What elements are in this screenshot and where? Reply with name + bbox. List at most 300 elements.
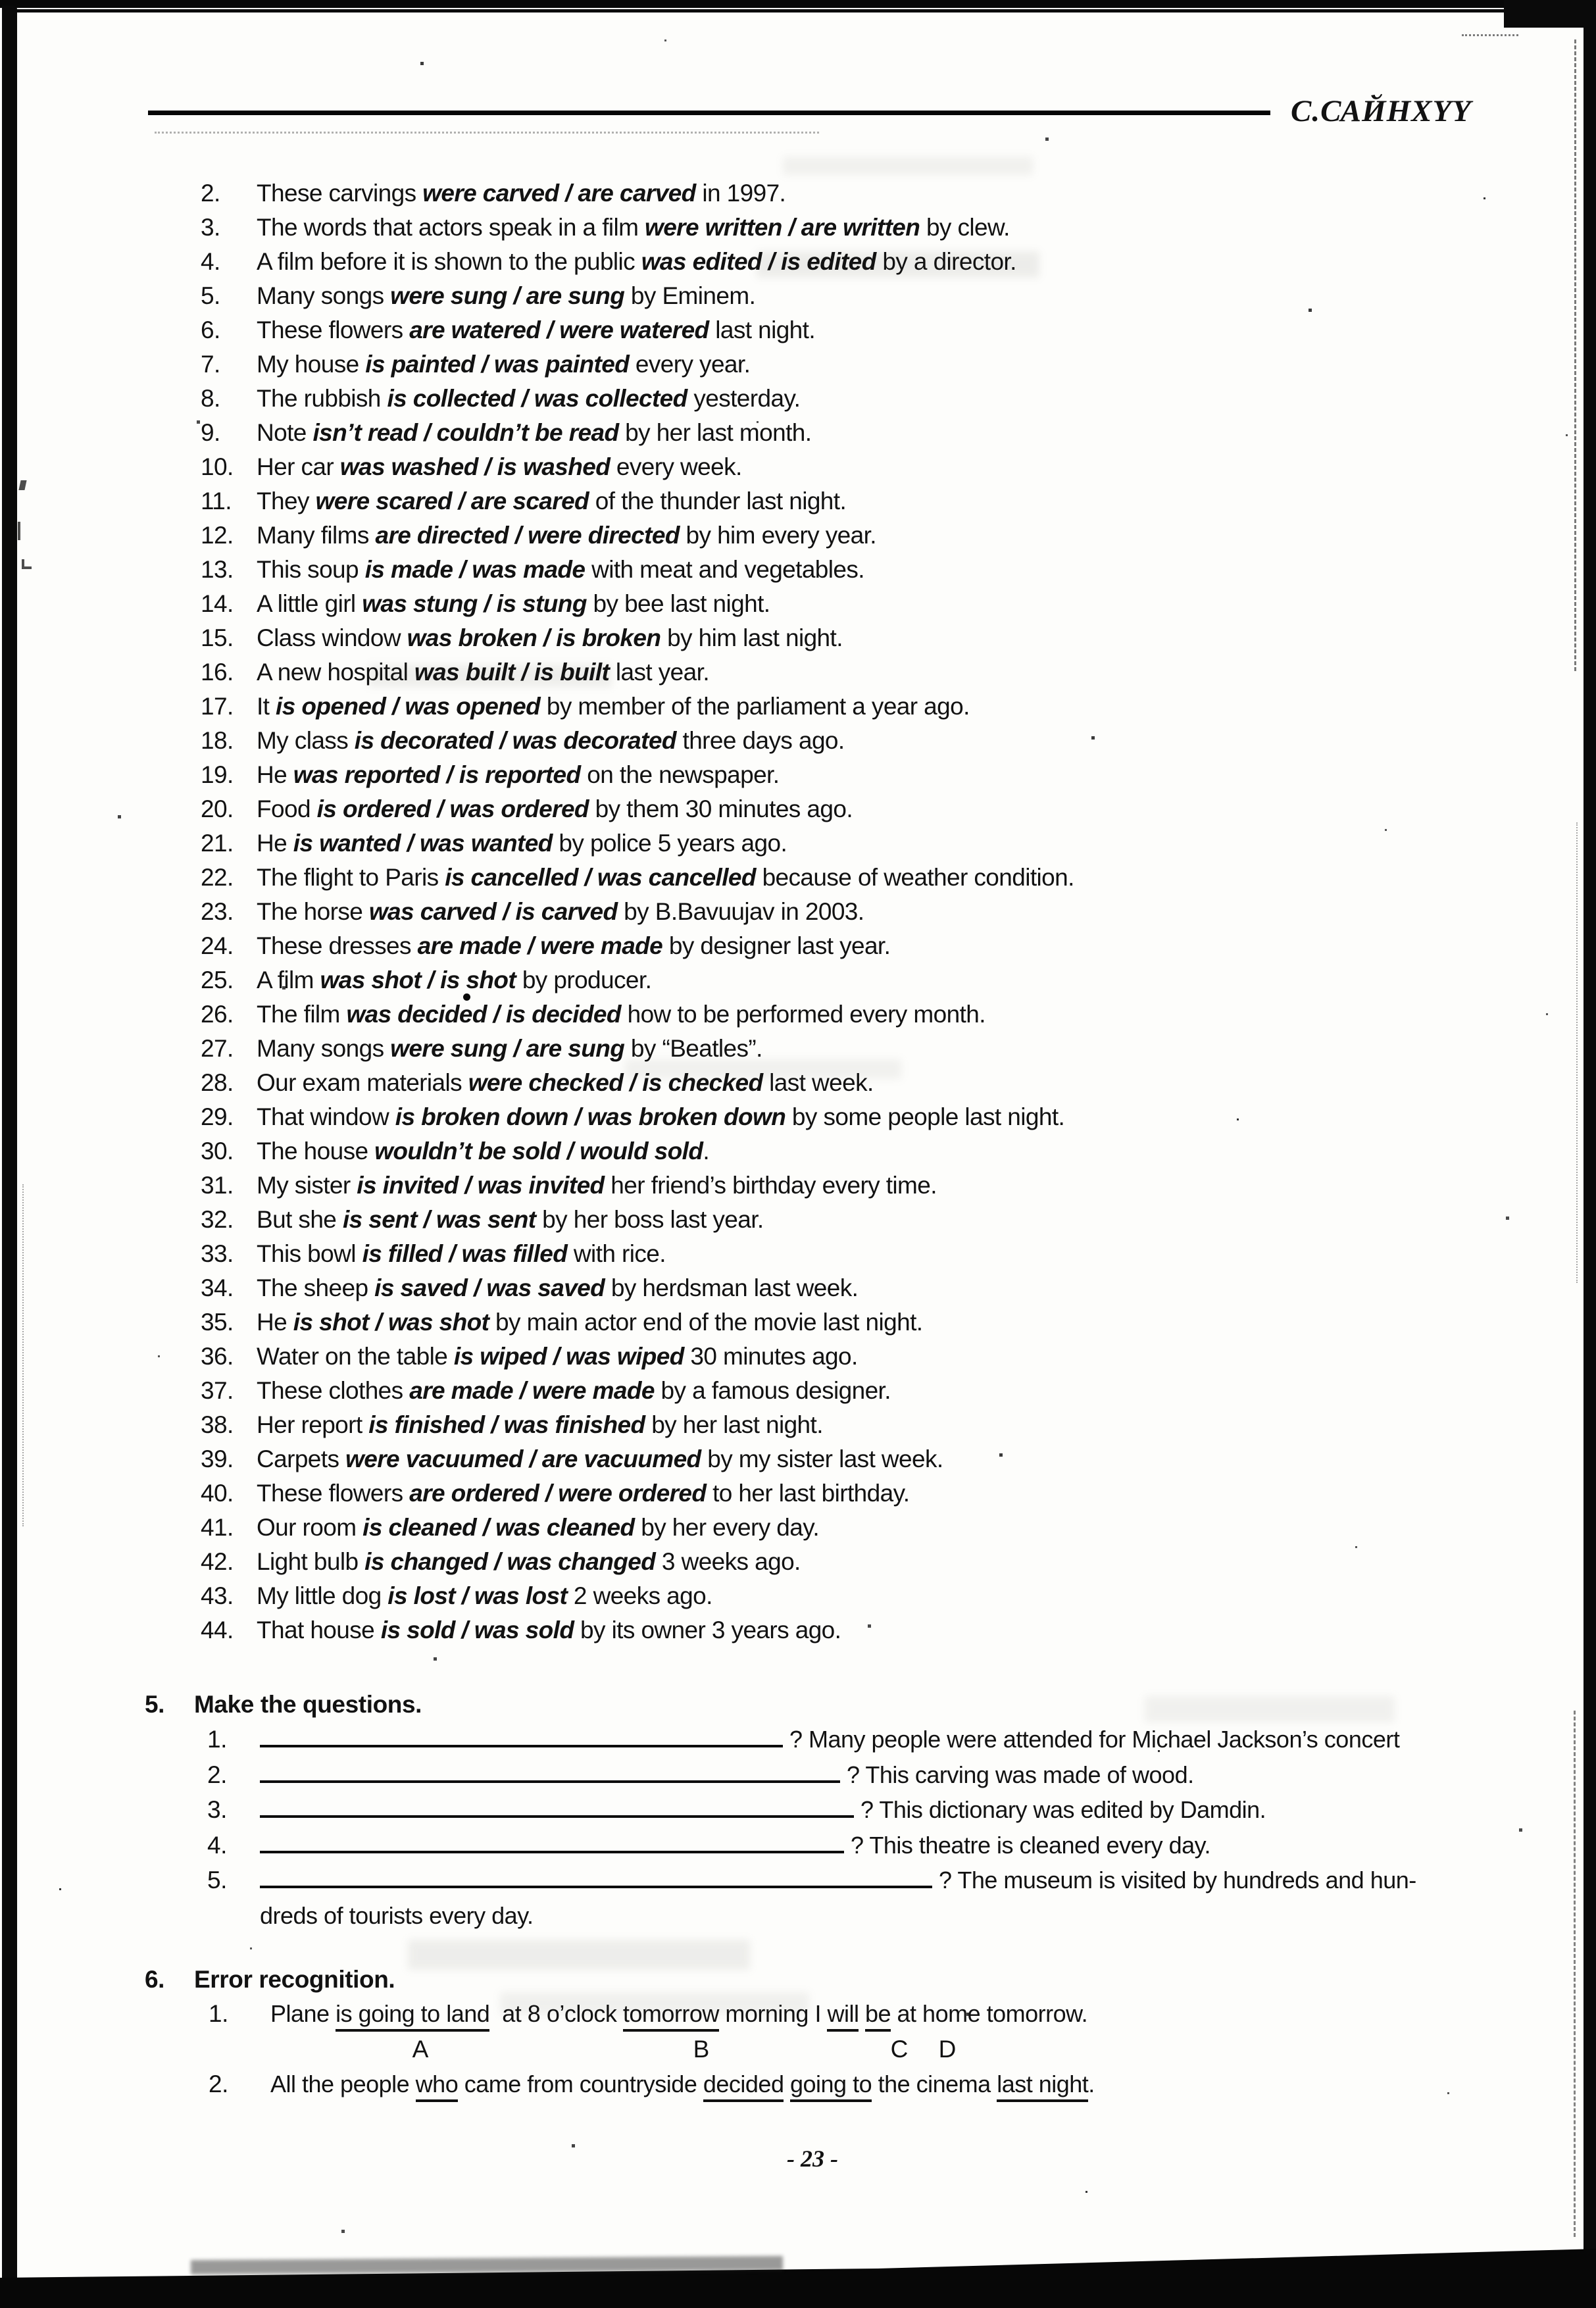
underlined-segment: is going to land bbox=[336, 2000, 489, 2032]
sentence-end: by police 5 years ago. bbox=[552, 830, 787, 857]
item-text bbox=[257, 1203, 764, 1237]
choice-pair: was reported / is reported bbox=[293, 761, 581, 788]
list-item bbox=[0, 176, 1596, 211]
sentence-end: on the newspaper. bbox=[580, 761, 780, 788]
plain-segment bbox=[784, 2070, 790, 2097]
item-number: 24. bbox=[201, 932, 234, 959]
item-text bbox=[257, 1340, 858, 1374]
sentence-end: by Eminem. bbox=[624, 282, 756, 309]
choice-pair: was stung / is stung bbox=[362, 590, 587, 617]
list-item bbox=[0, 690, 1596, 724]
choice-pair: is sent / was sent bbox=[342, 1206, 536, 1233]
continuation-text: dreds of tourists every day. bbox=[260, 1901, 534, 1929]
sentence-start: My class bbox=[257, 727, 355, 754]
item-number: 13. bbox=[201, 556, 234, 583]
sentence-end: . bbox=[703, 1138, 710, 1165]
sentence-end: last week. bbox=[762, 1069, 874, 1096]
answer-text: ? This theatre is cleaned every day. bbox=[851, 1831, 1210, 1859]
question-row bbox=[0, 1792, 1596, 1828]
item-text bbox=[257, 416, 811, 450]
answer-blank-line bbox=[260, 1758, 840, 1783]
question-row bbox=[0, 1757, 1596, 1793]
sentence-start: They bbox=[257, 488, 316, 514]
answer-continuation bbox=[0, 1898, 1596, 1934]
item-text bbox=[257, 861, 1074, 895]
sentence-start: This bowl bbox=[257, 1240, 362, 1267]
item-number: 4. bbox=[201, 248, 220, 275]
choice-pair: is finished / was finished bbox=[368, 1411, 645, 1438]
item-text bbox=[257, 1134, 709, 1168]
sentence-start: Note bbox=[257, 419, 313, 446]
sentence-end: by them 30 minutes ago. bbox=[588, 795, 853, 822]
item-text bbox=[257, 690, 970, 724]
option-label: B bbox=[693, 2036, 710, 2063]
list-item bbox=[0, 1579, 1596, 1613]
sentence-start: He bbox=[257, 830, 293, 857]
item-number: 22. bbox=[201, 864, 234, 891]
list-item bbox=[0, 1545, 1596, 1579]
item-number: 37. bbox=[201, 1377, 234, 1404]
list-item bbox=[0, 929, 1596, 963]
sentence-end: last night. bbox=[709, 316, 816, 343]
list-item bbox=[0, 997, 1596, 1032]
list-item bbox=[0, 484, 1596, 518]
sentence-end: by him every year. bbox=[679, 522, 876, 549]
sentence-start: A film before it is shown to the public bbox=[257, 248, 641, 275]
list-item bbox=[0, 724, 1596, 758]
sentence-start: My sister bbox=[257, 1172, 357, 1199]
answer-text: ? This dictionary was edited by Damdin. bbox=[860, 1796, 1266, 1823]
underlined-segment: tomorrow bbox=[623, 2000, 719, 2032]
underlined-segment: going to bbox=[790, 2070, 872, 2102]
item-number: 2. bbox=[209, 2070, 228, 2097]
sentence-end: by her boss last year. bbox=[536, 1206, 764, 1233]
sentence-start: Water on the table bbox=[257, 1343, 454, 1370]
item-number: 18. bbox=[201, 727, 234, 754]
scan-speckle bbox=[0, 0, 2, 2]
choice-pair: is lost / was lost bbox=[387, 1582, 568, 1609]
item-number: 31. bbox=[201, 1172, 234, 1199]
item-text bbox=[257, 1613, 841, 1647]
choice-pair: is painted / was painted bbox=[365, 351, 630, 378]
list-item bbox=[0, 245, 1596, 279]
list-item bbox=[0, 1340, 1596, 1374]
sentence-start: Her report bbox=[257, 1411, 369, 1438]
list-item bbox=[0, 1100, 1596, 1134]
choice-pair: is made / was made bbox=[364, 556, 586, 583]
item-number: 23. bbox=[201, 898, 234, 925]
choice-pair: is wanted / was wanted bbox=[293, 830, 553, 857]
sentence-start: My little dog bbox=[257, 1582, 388, 1609]
item-number: 10. bbox=[201, 453, 234, 480]
sentence-end: by “Beatles”. bbox=[624, 1035, 762, 1062]
list-item bbox=[0, 450, 1596, 484]
item-text bbox=[257, 724, 845, 758]
item-number: 17. bbox=[201, 693, 234, 720]
list-item bbox=[0, 1271, 1596, 1305]
item-text bbox=[257, 1374, 891, 1408]
scan-edge-top-line bbox=[8, 9, 1596, 13]
sentence-end: in 1997. bbox=[695, 180, 786, 207]
choice-pair: are ordered / were ordered bbox=[409, 1480, 707, 1507]
question-row bbox=[0, 1863, 1596, 1898]
option-label-row bbox=[0, 2031, 1596, 2067]
sentence-start: Her car bbox=[257, 453, 340, 480]
plain-segment: Plane bbox=[270, 2000, 336, 2027]
sentence-start: Many films bbox=[257, 522, 376, 549]
item-number: 8. bbox=[201, 385, 220, 412]
item-text bbox=[257, 1511, 819, 1545]
sentence-end: by main actor end of the movie last night. bbox=[489, 1309, 923, 1336]
item-number: 39. bbox=[201, 1445, 234, 1472]
list-item bbox=[0, 1237, 1596, 1271]
item-text bbox=[257, 518, 876, 553]
choice-pair: are watered / were watered bbox=[409, 316, 709, 343]
sentence-end: by clew. bbox=[920, 214, 1010, 241]
item-text bbox=[257, 997, 985, 1032]
item-number: 32. bbox=[201, 1206, 234, 1233]
sentence-end: with meat and vegetables. bbox=[585, 556, 864, 583]
item-text bbox=[257, 347, 750, 382]
sentence-start: Carpets bbox=[257, 1445, 346, 1472]
answer-blank-line bbox=[260, 1863, 932, 1888]
underlined-segment: who bbox=[416, 2070, 459, 2102]
choice-pair: is saved / was saved bbox=[374, 1274, 605, 1301]
sentence-end: how to be performed every month. bbox=[620, 1001, 985, 1028]
choice-pair: was decided / is decided bbox=[346, 1001, 621, 1028]
item-text bbox=[257, 655, 709, 690]
sentence-end: 2 weeks ago. bbox=[567, 1582, 712, 1609]
item-number: 34. bbox=[201, 1274, 234, 1301]
sentence-start: My house bbox=[257, 351, 366, 378]
item-text bbox=[257, 1100, 1064, 1134]
sentence-start: These dresses bbox=[257, 932, 418, 959]
list-item bbox=[0, 621, 1596, 655]
option-label: D bbox=[938, 2036, 957, 2063]
exercise5-section bbox=[0, 1688, 1596, 1933]
sentence-start: That house bbox=[257, 1617, 381, 1643]
sentence-end: 3 weeks ago. bbox=[655, 1548, 801, 1575]
choice-pair: is collected / was collected bbox=[387, 385, 687, 412]
author-name: С.САЙНХҮҮ bbox=[1291, 94, 1472, 128]
item-number: 5. bbox=[207, 1867, 227, 1894]
list-item bbox=[0, 416, 1596, 450]
error-sentence bbox=[0, 1997, 1596, 2031]
item-text bbox=[257, 826, 787, 861]
sentence-start: A little girl bbox=[257, 590, 362, 617]
list-item bbox=[0, 1408, 1596, 1442]
list-item bbox=[0, 347, 1596, 382]
answer-blank-line bbox=[260, 1828, 844, 1853]
item-text bbox=[257, 1442, 943, 1476]
sentence-start: Food bbox=[257, 795, 317, 822]
choice-pair: were vacuumed / are vacuumed bbox=[345, 1445, 701, 1472]
item-number: 42. bbox=[201, 1548, 234, 1575]
list-item bbox=[0, 792, 1596, 826]
item-number: 1. bbox=[209, 2000, 228, 2027]
item-number: 44. bbox=[201, 1617, 234, 1643]
choice-pair: is invited / was invited bbox=[357, 1172, 605, 1199]
scan-corner-mark bbox=[1504, 0, 1596, 28]
list-item bbox=[0, 1511, 1596, 1545]
choice-pair: were carved / are carved bbox=[422, 180, 696, 207]
item-text bbox=[257, 587, 770, 621]
plain-segment bbox=[859, 2000, 865, 2027]
error-sentence bbox=[0, 2067, 1596, 2101]
item-number: 4. bbox=[207, 1831, 227, 1859]
sentence-end: by producer. bbox=[516, 966, 652, 993]
sentence-start: But she bbox=[257, 1206, 343, 1233]
sentence-start: The rubbish bbox=[257, 385, 387, 412]
choice-pair: was edited / is edited bbox=[641, 248, 876, 275]
page-number: - 23 - bbox=[787, 2145, 838, 2172]
item-number: 25. bbox=[201, 966, 234, 993]
sentence-start: He bbox=[257, 1309, 293, 1336]
item-number: 41. bbox=[201, 1514, 234, 1541]
question-row bbox=[0, 1828, 1596, 1863]
sentence-end: by a director. bbox=[876, 248, 1016, 275]
item-text bbox=[257, 279, 755, 313]
item-number: 20. bbox=[201, 795, 234, 822]
section-number: 5. bbox=[145, 1691, 165, 1718]
item-text bbox=[257, 1271, 858, 1305]
sentence-end: last year. bbox=[609, 659, 710, 686]
item-number: 9. bbox=[201, 419, 220, 446]
item-text bbox=[257, 450, 742, 484]
sentence-end: by herdsman last week. bbox=[605, 1274, 859, 1301]
item-number: 43. bbox=[201, 1582, 234, 1609]
section-title: Error recognition. bbox=[194, 1966, 395, 1993]
sentence-start: That window bbox=[257, 1103, 395, 1130]
item-text bbox=[257, 553, 864, 587]
item-text bbox=[257, 1066, 874, 1100]
sentence-start: The horse bbox=[257, 898, 369, 925]
choice-pair: is cancelled / was cancelled bbox=[445, 864, 756, 891]
sentence-end: 30 minutes ago. bbox=[684, 1343, 858, 1370]
answer-text: ? The museum is visited by hundreds and hun- bbox=[939, 1867, 1416, 1894]
list-item bbox=[0, 382, 1596, 416]
choice-pair: was built / is built bbox=[414, 659, 610, 686]
sentence-start: These flowers bbox=[257, 1480, 410, 1507]
item-text bbox=[257, 621, 843, 655]
item-number: 28. bbox=[201, 1069, 234, 1096]
list-item bbox=[0, 1442, 1596, 1476]
sentence-end: by bee last night. bbox=[586, 590, 770, 617]
item-number: 26. bbox=[201, 1001, 234, 1028]
sentence-end: with rice. bbox=[567, 1240, 666, 1267]
option-label: A bbox=[412, 2036, 429, 2063]
item-number: 2. bbox=[207, 1761, 227, 1788]
sentence-end: by her last night. bbox=[645, 1411, 823, 1438]
item-text bbox=[257, 792, 853, 826]
list-item bbox=[0, 826, 1596, 861]
sentence-start: These flowers bbox=[257, 316, 410, 343]
sentence-end: of the thunder last night. bbox=[589, 488, 847, 514]
sentence-start: Our room bbox=[257, 1514, 363, 1541]
underlined-segment: will bbox=[827, 2000, 859, 2032]
item-number: 40. bbox=[201, 1480, 234, 1507]
section5-heading bbox=[0, 1688, 1596, 1722]
sentence-start: It bbox=[257, 693, 276, 720]
choice-pair: were written / are written bbox=[645, 214, 920, 241]
sentence-end: by designer last year. bbox=[662, 932, 891, 959]
item-number: 29. bbox=[201, 1103, 234, 1130]
choice-pair: are made / were made bbox=[409, 1377, 655, 1404]
choice-pair: is broken down / was broken down bbox=[395, 1103, 786, 1130]
sentence-end: because of weather condition. bbox=[755, 864, 1074, 891]
choice-pair: were checked / is checked bbox=[468, 1069, 763, 1096]
list-item bbox=[0, 1305, 1596, 1340]
list-item bbox=[0, 553, 1596, 587]
choice-pair: are directed / were directed bbox=[375, 522, 680, 549]
item-number: 21. bbox=[201, 830, 234, 857]
list-item bbox=[0, 1374, 1596, 1408]
list-item bbox=[0, 1134, 1596, 1168]
sentence-start: The words that actors speak in a film bbox=[257, 214, 645, 241]
list-item bbox=[0, 1168, 1596, 1203]
sentence-start: These carvings bbox=[257, 180, 423, 207]
sentence-start: This soup bbox=[257, 556, 365, 583]
list-item bbox=[0, 1476, 1596, 1511]
item-number: 3. bbox=[207, 1796, 227, 1823]
item-text bbox=[257, 211, 1010, 245]
plain-segment: . bbox=[1088, 2070, 1095, 2097]
sentence-start: Our exam materials bbox=[257, 1069, 468, 1096]
sentence-end: by her every day. bbox=[634, 1514, 820, 1541]
item-text bbox=[257, 963, 651, 997]
sentence-end: three days ago. bbox=[676, 727, 845, 754]
choice-pair: is changed / was changed bbox=[364, 1548, 656, 1575]
sentence-end: to her last birthday. bbox=[706, 1480, 910, 1507]
sentence-start: Light bulb bbox=[257, 1548, 365, 1575]
sentence-start: The film bbox=[257, 1001, 347, 1028]
sentence-start: Many songs bbox=[257, 282, 391, 309]
question-row bbox=[0, 1722, 1596, 1757]
list-item bbox=[0, 518, 1596, 553]
sentence-start: The sheep bbox=[257, 1274, 375, 1301]
answer-text: ? Many people were attended for Michael Jackson’s concert bbox=[789, 1726, 1400, 1753]
scan-artifact bbox=[1462, 34, 1518, 36]
item-number: 7. bbox=[201, 351, 220, 378]
item-number: 19. bbox=[201, 761, 234, 788]
sentence-end: every week. bbox=[610, 453, 742, 480]
choice-pair: is shot / was shot bbox=[293, 1309, 489, 1336]
sentence-end: by her last month. bbox=[618, 419, 812, 446]
item-number: 16. bbox=[201, 659, 234, 686]
item-text bbox=[257, 929, 890, 963]
item-text bbox=[257, 1032, 762, 1066]
item-text bbox=[257, 1408, 823, 1442]
item-number: 27. bbox=[201, 1035, 234, 1062]
item-number: 33. bbox=[201, 1240, 234, 1267]
choice-pair: is cleaned / was cleaned bbox=[362, 1514, 635, 1541]
plain-segment: All the people bbox=[270, 2070, 416, 2097]
list-item bbox=[0, 758, 1596, 792]
list-item bbox=[0, 1066, 1596, 1100]
sentence-start: The flight to Paris bbox=[257, 864, 445, 891]
item-text bbox=[257, 313, 815, 347]
choice-pair: is filled / was filled bbox=[362, 1240, 568, 1267]
item-number: 2. bbox=[201, 180, 220, 207]
choice-pair: were sung / are sung bbox=[390, 1035, 625, 1062]
list-item bbox=[0, 587, 1596, 621]
plain-segment: came from countryside bbox=[458, 2070, 703, 2097]
sentence-start: He bbox=[257, 761, 293, 788]
sentence-end: by its owner 3 years ago. bbox=[574, 1617, 841, 1643]
option-label: C bbox=[890, 2036, 909, 2063]
answer-blank-line bbox=[260, 1793, 854, 1818]
header-rule bbox=[148, 111, 1270, 115]
choice-pair: were scared / are scared bbox=[315, 488, 589, 514]
sentence-start: The house bbox=[257, 1138, 375, 1165]
choice-pair: is ordered / was ordered bbox=[316, 795, 589, 822]
scan-smudge bbox=[783, 157, 1033, 175]
underlined-segment: last night bbox=[997, 2070, 1088, 2102]
item-text bbox=[257, 895, 864, 929]
sentence-end: by member of the parliament a year ago. bbox=[540, 693, 970, 720]
item-number: 38. bbox=[201, 1411, 234, 1438]
sentence-end: yesterday. bbox=[687, 385, 801, 412]
item-number: 1. bbox=[207, 1726, 227, 1753]
plain-segment: at home tomorrow. bbox=[891, 2000, 1088, 2027]
item-number: 5. bbox=[201, 282, 220, 309]
underlined-segment: be bbox=[865, 2000, 891, 2032]
item-number: 12. bbox=[201, 522, 234, 549]
list-item bbox=[0, 895, 1596, 929]
sentence-end: by him last night. bbox=[661, 624, 843, 651]
scan-edge-top bbox=[0, 0, 1596, 8]
item-number: 3. bbox=[201, 214, 220, 241]
section-title: Make the questions. bbox=[194, 1691, 422, 1718]
list-item bbox=[0, 655, 1596, 690]
choice-pair: were sung / are sung bbox=[390, 282, 625, 309]
item-text bbox=[257, 1545, 801, 1579]
underlined-segment: decided bbox=[703, 2070, 784, 2102]
exercise6-section bbox=[0, 1963, 1596, 2101]
section-number: 6. bbox=[145, 1966, 165, 1993]
item-number: 36. bbox=[201, 1343, 234, 1370]
sentence-end: by B.Bavuujav in 2003. bbox=[617, 898, 864, 925]
list-item bbox=[0, 1032, 1596, 1066]
list-item bbox=[0, 963, 1596, 997]
answer-blank-line bbox=[260, 1722, 783, 1747]
item-number: 35. bbox=[201, 1309, 234, 1336]
item-number: 11. bbox=[201, 488, 232, 514]
list-item bbox=[0, 211, 1596, 245]
list-item bbox=[0, 313, 1596, 347]
item-text bbox=[257, 1237, 666, 1271]
item-text bbox=[257, 1305, 922, 1340]
item-number: 15. bbox=[201, 624, 234, 651]
item-text bbox=[257, 245, 1016, 279]
exercise4-list bbox=[0, 176, 1596, 1647]
choice-pair: is opened / was opened bbox=[276, 693, 541, 720]
item-text bbox=[257, 1168, 937, 1203]
choice-pair: was washed / is washed bbox=[339, 453, 611, 480]
plain-segment: at 8 o’clock bbox=[489, 2000, 623, 2027]
list-item bbox=[0, 1203, 1596, 1237]
item-text bbox=[257, 758, 779, 792]
answer-text: ? This carving was made of wood. bbox=[847, 1761, 1194, 1788]
sentence-start: Class window bbox=[257, 624, 407, 651]
item-number: 14. bbox=[201, 590, 234, 617]
choice-pair: is decorated / was decorated bbox=[354, 727, 676, 754]
item-text bbox=[257, 1579, 712, 1613]
sentence-end: by some people last night. bbox=[786, 1103, 1065, 1130]
item-text bbox=[257, 1476, 909, 1511]
plain-segment: morning I bbox=[718, 2000, 828, 2027]
sentence-end: every year. bbox=[629, 351, 751, 378]
